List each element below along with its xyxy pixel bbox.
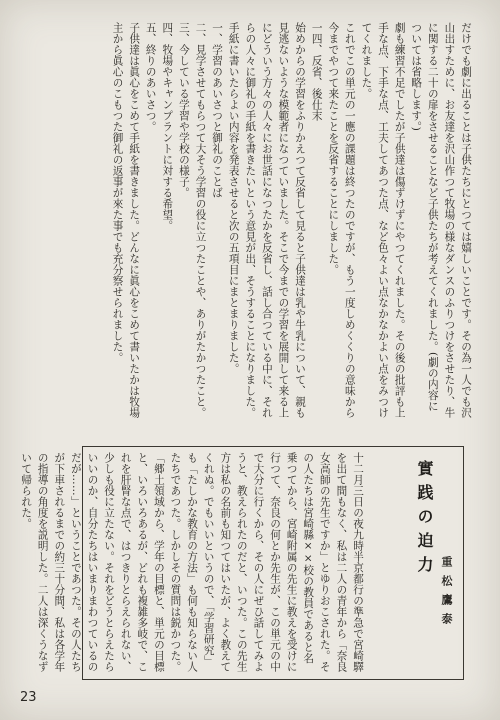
upper-article [40, 22, 474, 418]
boxed-article-body [20, 452, 366, 674]
upper-article-text: だけでも劇に出ることは子供たちにとつては嬉しいことです。その為一人でも沢山出すために、お友達を沢山作つて牧場の様なダンスのふりつけをさせたり、牛に関する二十の扉をさせることなど子供たちが考えてくれました。(劇の内容については省略します。) 劇も練習不足でしたが子供達は傷ずけずにやつてくれました。その後の批評も上手な点、下手な点、工夫してあつた点、など色々よい点なかなかよい点をみつけてくれました。 これでこの単元の一應の課題は終つたのですが、もう一度しめくくりの意味から今までやつて来たことを反省することにしました。 一四、反省、後仕末 始めからの学習をふりかえつて反省して見ると子供達は乳や牛乳について、親も見逃ないような模範者になつていました。そこで今までの学習を展開して来る上にどういう方々の人々にお世話になつたかを反省し、話し合つている中に、それらの人々に御礼の手紙を書きたいという意見が出、そうすることになりました。手紙に書いたらよい内容を発表させると次の五項目にまとまりました。 一、学習のあいさつと御礼のことば 二、見学させてもらつて大そう学習の役に立つたことや、ありがたかつたこと。 三、今している学習や学校の様子。 四、牧場やキャンプラントに対する希望。 五、終りのあいさつ。 子供達は眞心をこめて手紙を書きました。どんなに眞心をこめて書いたかは牧場主から眞心のこもつた御礼の返事が來た事でも充分察せられました。 [111, 22, 472, 418]
boxed-article-text: 十二月三日の夜九時半京都行の準急で宮崎驛を出て間もなく、私は二人の青年から「奈良女高師の先生ですか」とゆりおこされた。その人たちは宮崎縣××校の教員であると名乗つてから、宮崎附属の先生に教えを受けに行つて、奈良の何とか先生が、この単元の中で大分に行くから、その人にぜひ話してみようと、教えられたのだと、いつた。この先生方は私の名前も知つてはいたが、よく教えてくれぬ。でもいいというので、「学習研究」も「たしかな教育の方法」も何も知らない人たちであつた。しかしその質問は鋭かつた。「郷土領域から、学年の目標と、単元の目標と、いろいろあるが、どれも複雑多岐で、これを肝腎な点で、はつきりとらえられない、少しも役に立たない。それをどうとらえたらいいのか、自分たちはいまりまわつているのだが……」ということであつた。その人たちが下車されるまでの約三十分間、私は各学年の指導の角度を説明した。二人は深くうなずいて帰られた。 [20, 452, 364, 672]
article-title: 實践の迫力 [415, 460, 434, 580]
page-number: 23 [20, 690, 37, 705]
boxed-article-heading [376, 452, 456, 674]
article-author: 重松鷹泰 [440, 556, 453, 632]
